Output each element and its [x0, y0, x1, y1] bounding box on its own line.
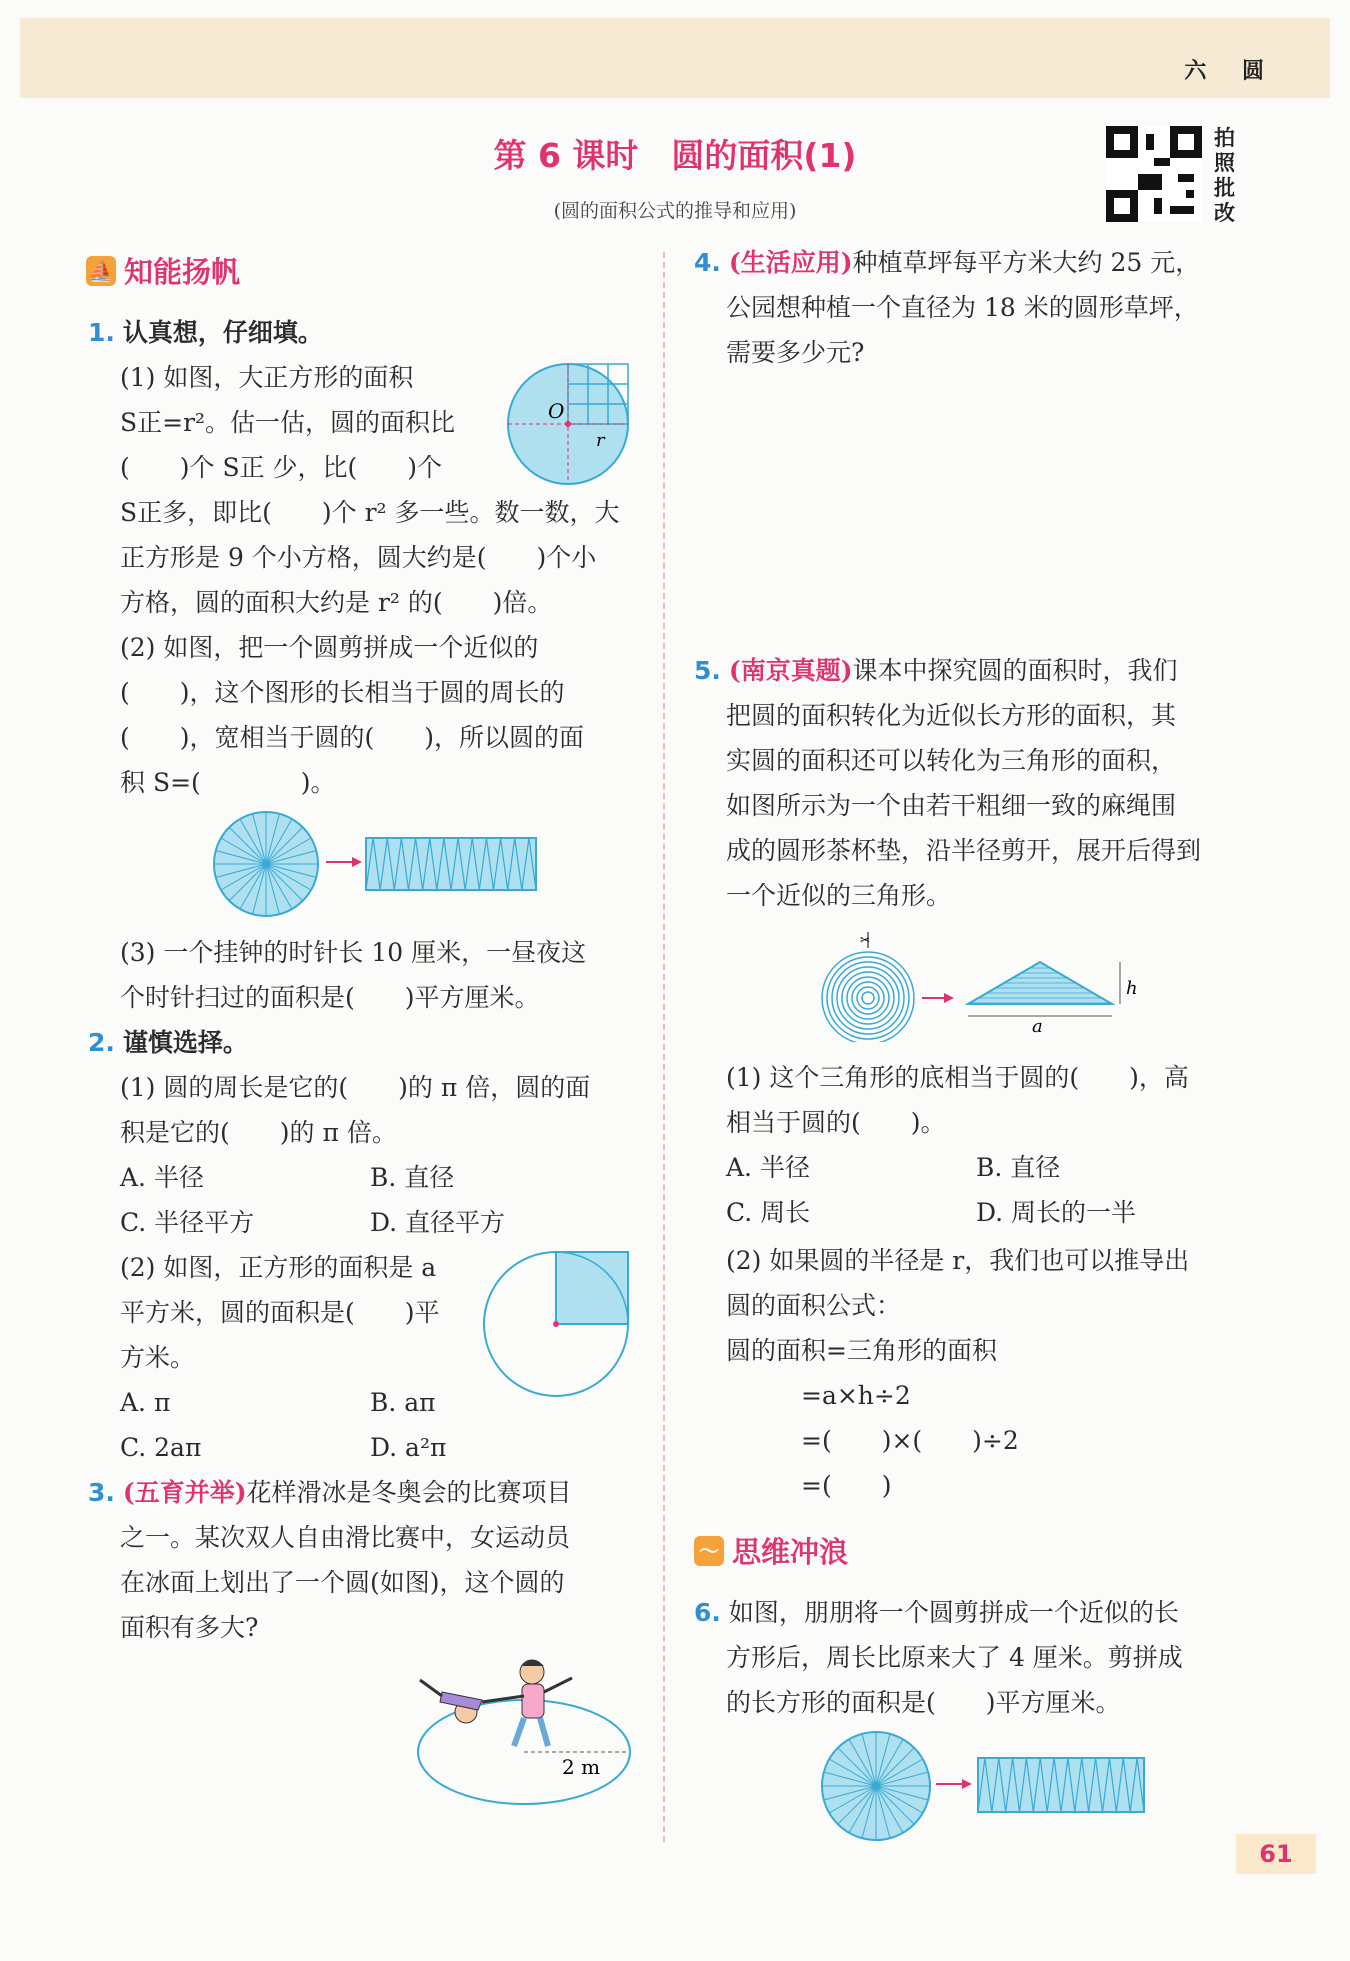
qr-label: 拍照批改	[1214, 126, 1235, 225]
text-line: =( )	[726, 1471, 892, 1500]
text-line: (1) 圆的周长是它的( )的 π 倍，圆的面	[120, 1073, 591, 1102]
choice-option[interactable]: B. aπ	[370, 1388, 436, 1417]
header-band	[20, 18, 1330, 98]
choice-option[interactable]: A. 半径	[120, 1163, 204, 1192]
sector-circle	[822, 1732, 930, 1840]
text-line: 之一。某次双人自由滑比赛中，女运动员	[120, 1523, 571, 1552]
choice-option[interactable]: A. 半径	[726, 1153, 810, 1182]
q5-body	[694, 648, 1286, 918]
text-line: ( )个 S正 少，比( )个	[120, 453, 443, 482]
approx-rectangle	[366, 838, 536, 890]
text-line: 需要多少元?	[726, 338, 865, 367]
square-quarter-circle-figure	[480, 1248, 630, 1398]
q6-body	[694, 1590, 1286, 1725]
text-line: (1) 如图，大正方形的面积	[120, 363, 414, 392]
choice-option[interactable]: D. 直径平方	[370, 1208, 506, 1237]
text-line: 圆的面积公式：	[726, 1291, 902, 1320]
text-line: S正=r²。估一估，圆的面积比	[120, 408, 456, 437]
text-line: (1) 这个三角形的底相当于圆的( )，高	[726, 1063, 1189, 1092]
circle-to-rectangle-figure	[210, 808, 540, 918]
text-line: 一个近似的三角形。	[726, 881, 952, 910]
q5-part1-options	[726, 1145, 1266, 1235]
text-line: =a×h÷2	[726, 1381, 911, 1410]
choice-option[interactable]: B. 直径	[370, 1163, 455, 1192]
question-number: 1.	[88, 318, 115, 347]
approx-rectangle	[978, 1758, 1144, 1812]
question-number: 2.	[88, 1028, 115, 1057]
text-line: 成的圆形茶杯垫，沿半径剪开，展开后得到	[726, 836, 1202, 865]
circle-grid-figure	[504, 360, 632, 488]
q2-part1	[120, 1065, 590, 1155]
question-heading: 谨慎选择。	[122, 1028, 248, 1057]
qr-code-icon[interactable]	[1106, 126, 1202, 222]
q1-part3	[120, 930, 586, 1020]
text-line: (2) 如图，把一个圆剪拼成一个近似的	[120, 633, 539, 662]
text-line: 积是它的( )的 π 倍。	[120, 1118, 397, 1147]
q1-part2	[120, 625, 584, 805]
wave-icon: 〜	[694, 1536, 724, 1566]
sail-icon: ⛵	[86, 256, 116, 286]
text-line: 正方形是 9 个小方格，圆大约是( )个小	[120, 543, 597, 572]
text-line: S正多，即比( )个 r² 多一些。数一数，大	[120, 498, 620, 527]
choice-option[interactable]: D. 周长的一半	[976, 1198, 1137, 1227]
text-line: 课本中探究圆的面积时，我们	[852, 656, 1178, 685]
text-line: (3) 一个挂钟的时针长 10 厘米，一昼夜这	[120, 938, 587, 967]
text-line: 个时针扫过的面积是( )平方厘米。	[120, 983, 540, 1012]
page-subtitle: (圆的面积公式的推导和应用)	[553, 200, 797, 222]
choice-option[interactable]: A. π	[120, 1388, 171, 1417]
question-number: 6.	[694, 1598, 721, 1627]
q3-body	[88, 1470, 680, 1650]
page-number: 61	[1236, 1834, 1316, 1874]
height-label: h	[1126, 978, 1138, 999]
chapter-label: 六 圆	[1184, 59, 1278, 84]
choice-option[interactable]: C. 2aπ	[120, 1433, 202, 1462]
text-line: 种植草坪每平方米大约 25 元，	[852, 248, 1201, 277]
circle-to-rectangle-figure-2	[820, 1728, 1150, 1842]
coaster-to-triangle-figure	[818, 932, 1148, 1042]
text-line: 的长方形的面积是( )平方厘米。	[726, 1688, 1121, 1717]
choice-option[interactable]: C. 周长	[726, 1198, 811, 1227]
section-heading-2	[694, 1530, 848, 1571]
rope-coaster	[822, 952, 914, 1042]
text-line: 方形后，周长比原来大了 4 厘米。剪拼成	[726, 1643, 1183, 1672]
choice-option[interactable]: B. 直径	[976, 1153, 1061, 1182]
q5-part1	[726, 1055, 1189, 1145]
q1-heading	[88, 310, 323, 355]
approx-triangle	[968, 962, 1120, 1016]
question-number: 4.	[694, 248, 721, 277]
text-line: 相当于圆的( )。	[726, 1108, 946, 1137]
choice-option[interactable]: C. 半径平方	[120, 1208, 255, 1237]
q4-body	[694, 240, 1286, 375]
section-heading-1	[86, 250, 240, 291]
text-line: 花样滑冰是冬奥会的比赛项目	[246, 1478, 572, 1507]
text-line: =( )×( )÷2	[726, 1426, 1019, 1455]
q5-part2	[726, 1238, 1189, 1508]
center-label: O	[548, 399, 565, 423]
text-line: 如图，朋朋将一个圆剪拼成一个近似的长	[728, 1598, 1179, 1627]
page-title: 第 6 课时 圆的面积(1)	[493, 136, 857, 175]
q2-part2	[120, 1245, 440, 1380]
text-line: ( )，这个图形的长相当于圆的周长的	[120, 678, 565, 707]
text-line: 圆的面积=三角形的面积	[726, 1336, 997, 1365]
q2-part1-options	[120, 1155, 640, 1245]
scissors-icon: ✂	[860, 933, 871, 947]
sector-circle	[214, 812, 318, 916]
section-title: 知能扬帆	[124, 255, 241, 289]
text-line: 方格，圆的面积大约是 r² 的( )倍。	[120, 588, 553, 617]
q2-heading	[88, 1020, 248, 1065]
text-line: 公园想种植一个直径为 18 米的圆形草坪，	[726, 293, 1199, 322]
text-line: 平方米，圆的面积是( )平	[120, 1298, 440, 1327]
question-heading: 认真想，仔细填。	[122, 318, 323, 347]
radius-label: 2 m	[562, 1755, 601, 1779]
text-line: 方米。	[120, 1343, 196, 1372]
text-line: 把圆的面积转化为近似长方形的面积，其	[726, 701, 1177, 730]
text-line: 面积有多大?	[120, 1613, 259, 1642]
text-line: ( )，宽相当于圆的( )，所以圆的面	[120, 723, 585, 752]
text-line: 实圆的面积还可以转化为三角形的面积，	[726, 746, 1177, 775]
text-line: 积 S=( )。	[120, 768, 336, 797]
text-line: 如图所示为一个由若干粗细一致的麻绳围	[726, 791, 1177, 820]
question-tag: (五育并举)	[122, 1478, 247, 1507]
text-line: 在冰面上划出了一个圆(如图)，这个圆的	[120, 1568, 565, 1597]
figure-skating-illustration	[412, 1652, 642, 1812]
question-tag: (生活应用)	[728, 248, 853, 277]
question-tag: (南京真题)	[728, 656, 853, 685]
radius-label: r	[596, 430, 605, 451]
section-title: 思维冲浪	[732, 1535, 849, 1569]
text-line: (2) 如图，正方形的面积是 a	[120, 1253, 437, 1282]
question-number: 3.	[88, 1478, 115, 1507]
base-label: a	[1032, 1016, 1043, 1037]
question-number: 5.	[694, 656, 721, 685]
choice-option[interactable]: D. a²π	[370, 1433, 447, 1462]
text-line: (2) 如果圆的半径是 r，我们也可以推导出	[726, 1246, 1190, 1275]
q2-part2-options	[120, 1380, 640, 1470]
